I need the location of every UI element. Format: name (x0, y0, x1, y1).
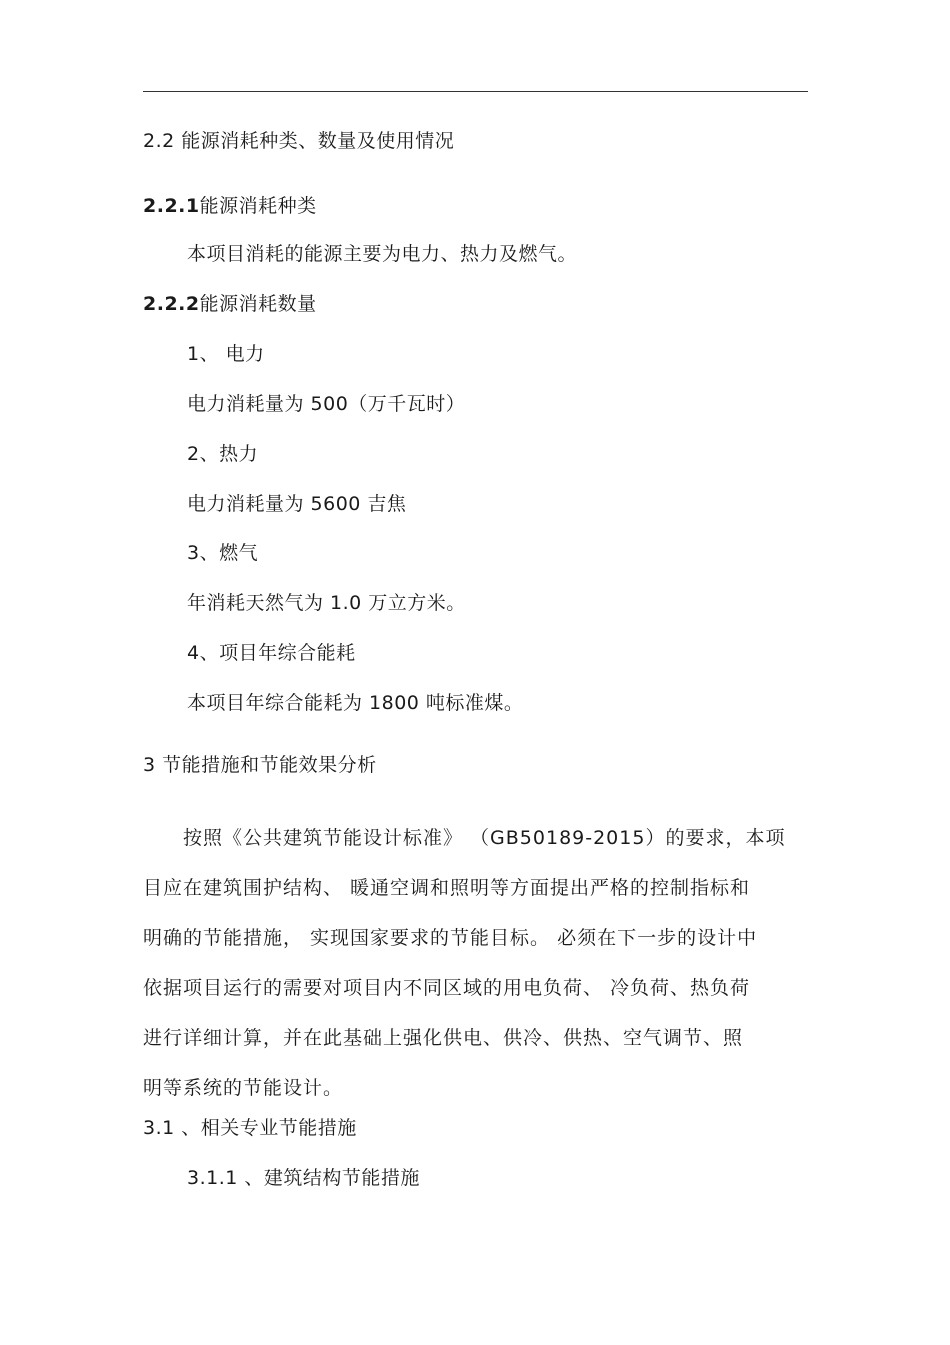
standard-paragraph (143, 813, 813, 1113)
heading-3: 3 节能措施和节能效果分析 (143, 754, 377, 776)
item-3-text: 年消耗天然气为 1.0 万立方米。 (187, 592, 466, 614)
header-rule (143, 91, 808, 92)
item-2-title: 2、热力 (187, 443, 259, 465)
heading-2-2-1-number: 2.2.1 (143, 195, 200, 217)
item-4-title: 4、项目年综合能耗 (187, 642, 356, 664)
item-3-title: 3、燃气 (187, 542, 259, 564)
heading-3-1: 3.1 、相关专业节能措施 (143, 1117, 357, 1139)
item-2-text: 电力消耗量为 5600 吉焦 (187, 493, 407, 515)
heading-2-2: 2.2 能源消耗种类、数量及使用情况 (143, 130, 455, 152)
item-4-text: 本项目年综合能耗为 1800 吨标准煤。 (187, 692, 524, 714)
paragraph-line: 目应在建筑围护结构、 暖通空调和照明等方面提出严格的控制指标和 (143, 877, 751, 899)
heading-2-2-2 (143, 291, 317, 317)
heading-2-2-2-text: 能源消耗数量 (199, 293, 317, 315)
paragraph-line: 进行详细计算，并在此基础上强化供电、供冷、供热、空气调节、照 (143, 1027, 744, 1049)
heading-2-2-1-text: 能源消耗种类 (199, 195, 317, 217)
paragraph-line: 明确的节能措施， 实现国家要求的节能目标。 必须在下一步的设计中 (143, 927, 758, 949)
item-1-title: 1、 电力 (187, 343, 265, 365)
paragraph-line: 依据项目运行的需要对项目内不同区域的用电负荷、 冷负荷、热负荷 (143, 977, 751, 999)
heading-2-2-1 (143, 193, 317, 219)
paragraph-line: 按照《公共建筑节能设计标准》 （GB50189-2015）的要求，本项 (143, 827, 786, 849)
paragraph-line: 明等系统的节能设计。 (143, 1077, 344, 1099)
heading-3-1-1: 3.1.1 、建筑结构节能措施 (187, 1167, 420, 1189)
item-1-text: 电力消耗量为 500（万千瓦时） (187, 393, 466, 415)
heading-2-2-2-number: 2.2.2 (143, 293, 200, 315)
energy-types-text: 本项目消耗的能源主要为电力、热力及燃气。 (187, 243, 578, 265)
